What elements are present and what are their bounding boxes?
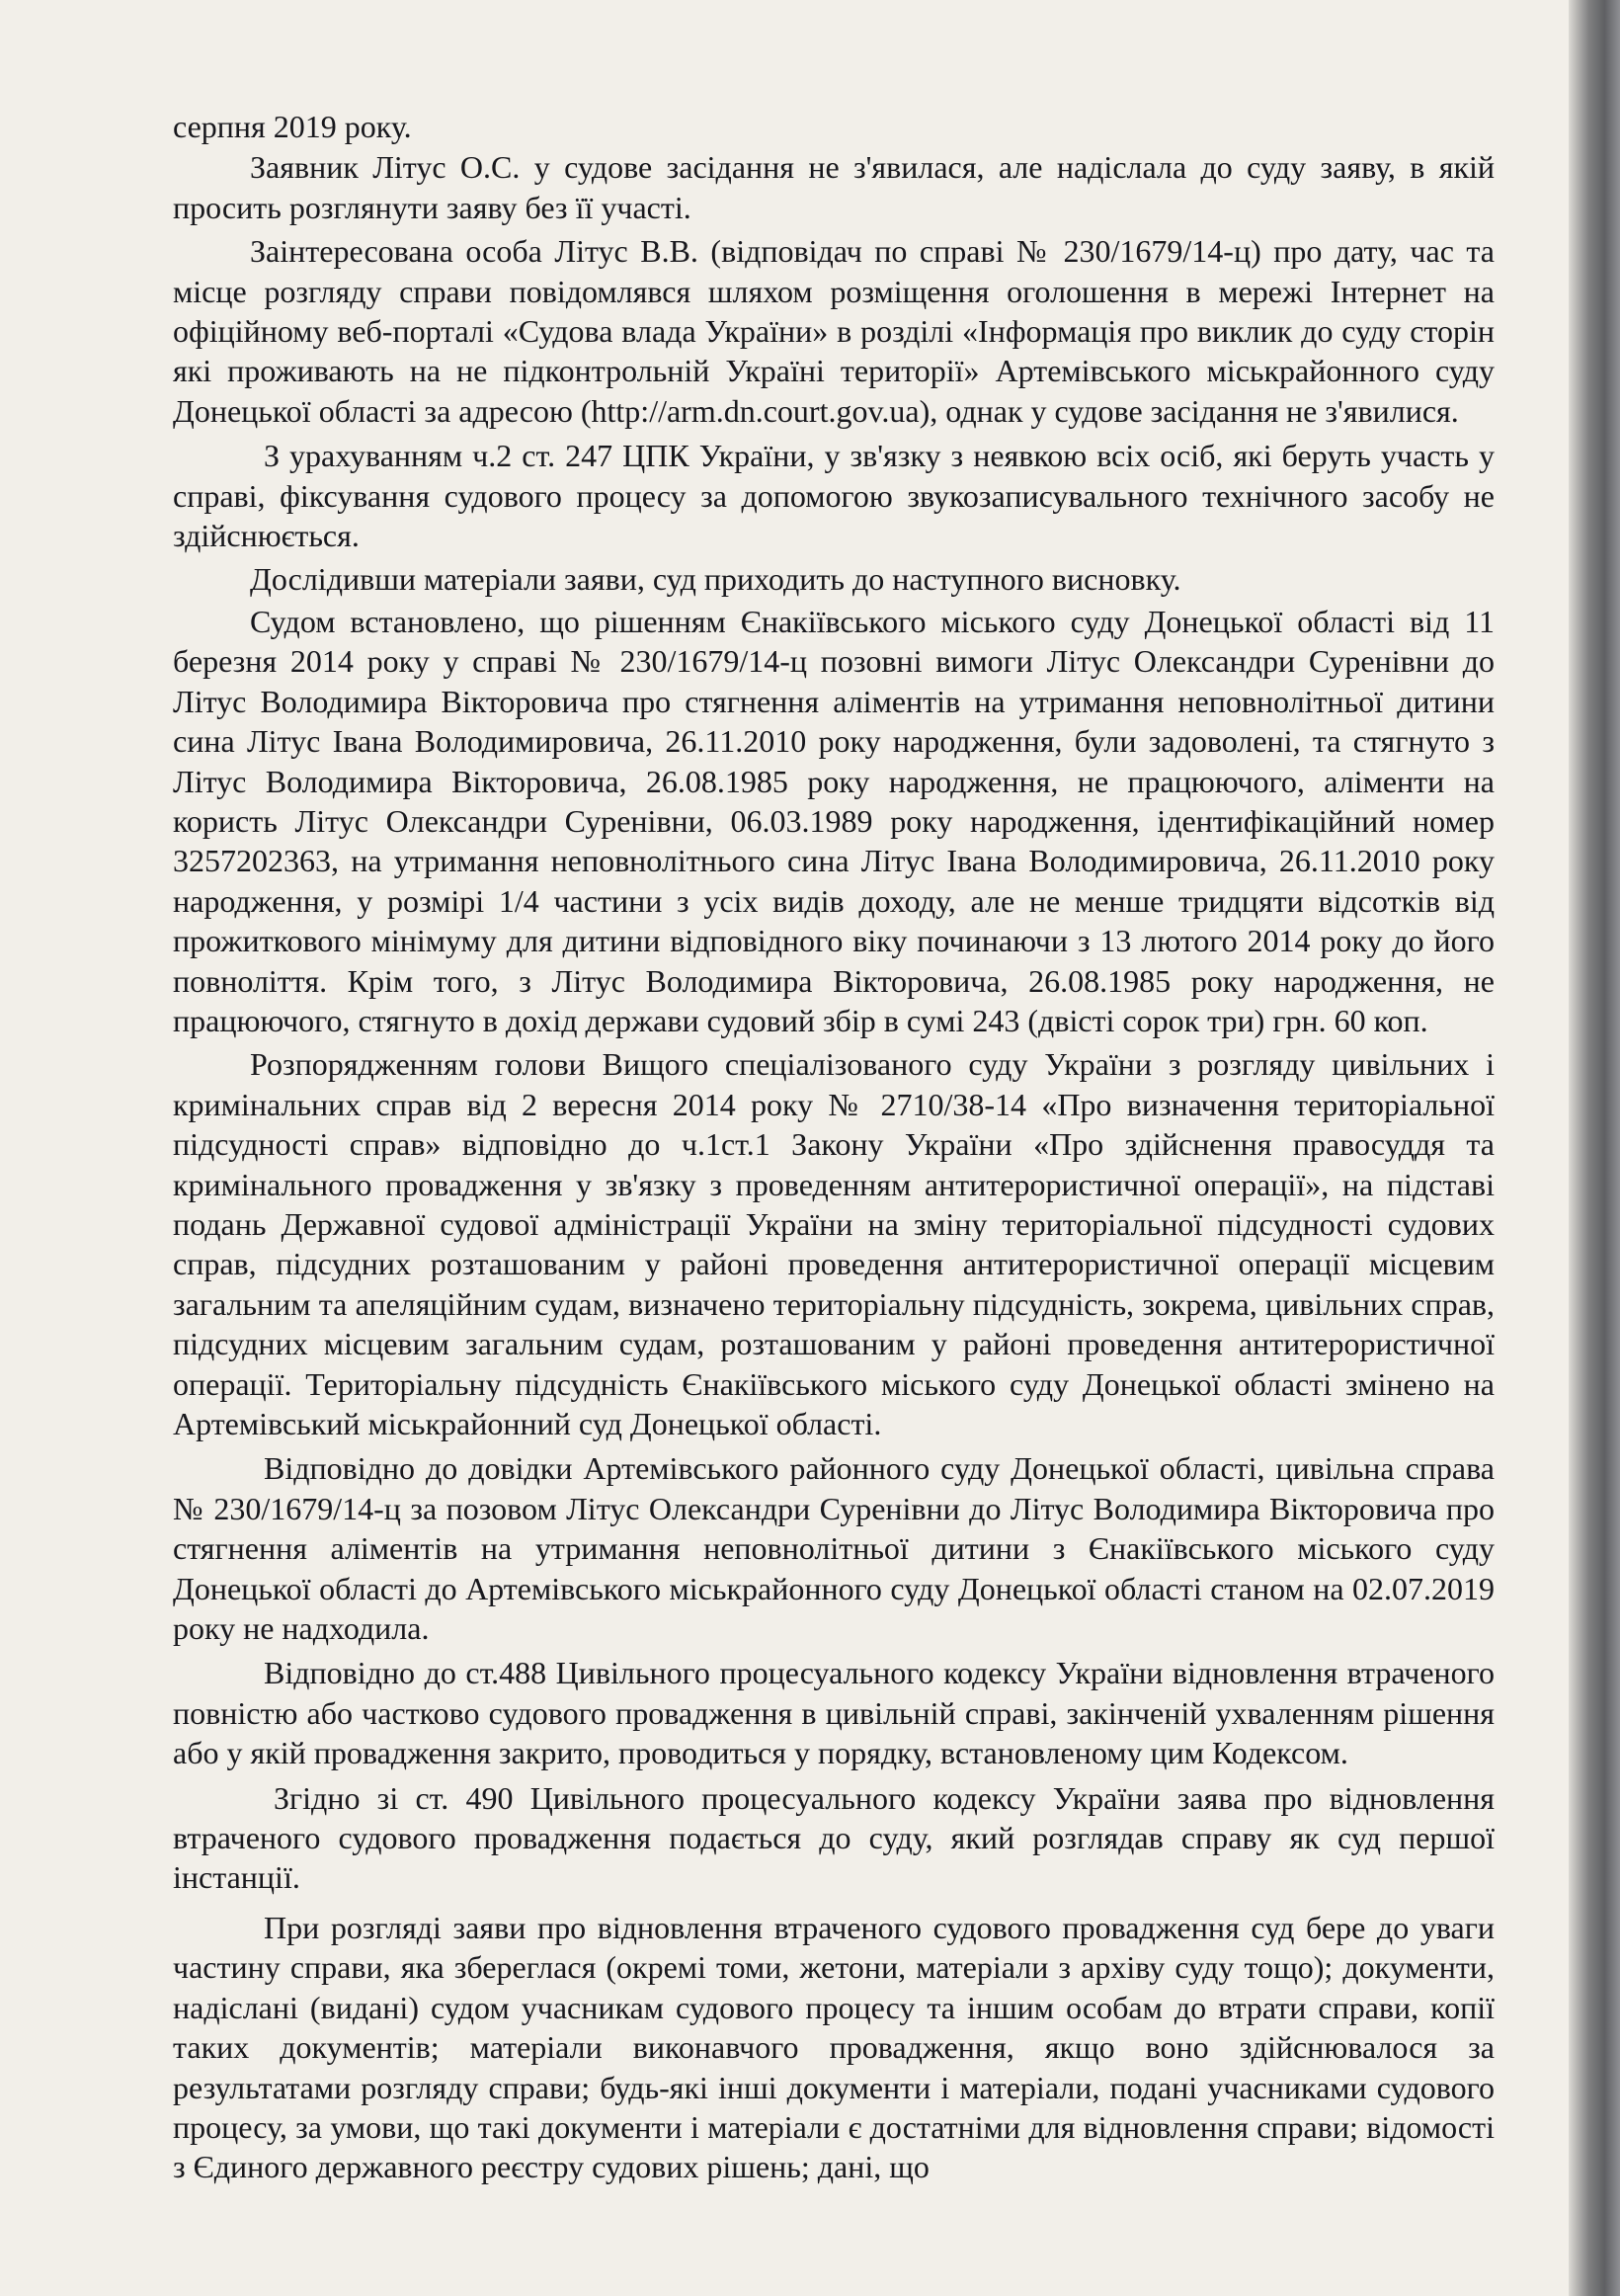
paragraph-3: Заінтересована особа Літус В.В. (відповідач по справі № 230/1679/14-ц) про дату, час та місце розгляду справи повідомлявся шляхом розміщення оголошення в мережі Інтернет на офіційному веб-порталі «Судова влада України» в розділі «Інформація про виклик до суду сторін які проживають на не підконтрольній Україні території» Артемівського міськрайонного суду Донецької області за адресою (http://arm.dn.court.gov.ua), однак у судове засідання не з'явилися.: [173, 233, 1495, 429]
paragraph-8: Відповідно до довідки Артемівського районного суду Донецької області, цивільна справа № 230/1679/14-ц за позовом Літус Олександри Суренівни до Літус Володимира Вікторовича про стягнення аліментів на утримання неповнолітньої дитини з Єнакіївського міського суду Донецької області до Артемівського міськрайонного суду Донецької області станом на 02.07.2019 року не надходила.: [173, 1450, 1495, 1647]
paragraph-1: серпня 2019 року.: [173, 109, 412, 144]
paragraph-7: Розпорядженням голови Вищого спеціалізованого суду України з розгляду цивільних і кримінальних справ від 2 вересня 2014 року № 2710/38-14 «Про визначення територіальної підсудності справ» відповідно до ч.1ст.1 Закону України «Про здійснення правосуддя та кримінального провадження у зв'язку з проведенням антитерористичної операції», на підставі подань Державної судової адміністрації України на зміну територіальної підсудності судових справ, підсудних розташованим у районі проведення антитерористичної операції місцевим загальним та апеляційним судам, визначено територіальну підсудність, зокрема, цивільних справ, підсудних місцевим загальним судам, розташованим у районі проведення антитерористичної операції. Територіальну підсудність Єнакіївського міського суду Донецької області змінено на Артемівський міськрайонний суд Донецької області.: [173, 1046, 1495, 1441]
paragraph-5: Дослідивши матеріали заяви, суд приходить до наступного висновку.: [250, 561, 1181, 598]
paragraph-11: При розгляді заяви про відновлення втраченого судового провадження суд бере до уваги частину справи, яка збереглася (окремі томи, жетони, матеріали з архіву суду тощо); документи, надіслані (видані) судом учасникам судового процесу та іншим особам до втрати справи, копії таких документів; матеріали виконавчого провадження, якщо воно здійснювалося за результатами розгляду справи; будь-які інші документи і матеріали, подані учасниками судового процесу, за умови, що такі документи і матеріали є достатніми для відновлення справи; відомості з Єдиного державного реєстру судових рішень; дані, що: [173, 1909, 1495, 2185]
paragraph-10: Згідно зі ст. 490 Цивільного процесуального кодексу України заява про відновлення втраченого судового провадження подається до суду, який розглядав справу як суд першої інстанції.: [173, 1779, 1495, 1896]
scanner-edge: [1569, 0, 1620, 2296]
paragraph-6: Судом встановлено, що рішенням Єнакіївського міського суду Донецької області від 11 березня 2014 року у справі № 230/1679/14-ц позовні вимоги Літус Олександри Суренівни до Літус Володимира Вікторовича про стягнення аліментів на утримання неповнолітньої дитини сина Літус Івана Володимировича, 26.11.2010 року народження, були задоволені, та стягнуто з Літус Володимира Вікторовича, 26.08.1985 року народження, не працюючого, аліменти на користь Літус Олександри Суренівни, 06.03.1989 року народження, ідентифікаційний номер 3257202363, на утримання неповнолітнього сина Літус Івана Володимировича, 26.11.2010 року народження, у розмірі 1/4 частини з усіх видів доходу, але не менше тридцяти відсотків від прожиткового мінімуму для дитини відповідного віку починаючи з 13 лютого 2014 року до його повноліття. Крім того, з Літус Володимира Вікторовича, 26.08.1985 року народження, не працюючого, стягнуто в дохід держави судовий збір в сумі 243 (двісті сорок три) грн. 60 коп.: [173, 603, 1495, 1038]
document-body: [173, 107, 1495, 2187]
paragraph-2: Заявник Літус О.С. у судове засідання не з'явилася, але надіслала до суду заяву, в якій просить розглянути заяву без її участі.: [173, 149, 1495, 225]
paragraph-9: Відповідно до ст.488 Цивільного процесуального кодексу України відновлення втраченого повністю або частково судового провадження в цивільній справі, закінченій ухваленням рішення або у якій провадження закрито, проводиться у порядку, встановленому цим Кодексом.: [173, 1655, 1495, 1771]
paragraph-4: З урахуванням ч.2 ст. 247 ЦПК України, у зв'язку з неявкою всіх осіб, які беруть участь у справі, фіксування судового процесу за допомогою звукозаписувального технічного засобу не здійснюється.: [173, 438, 1495, 554]
